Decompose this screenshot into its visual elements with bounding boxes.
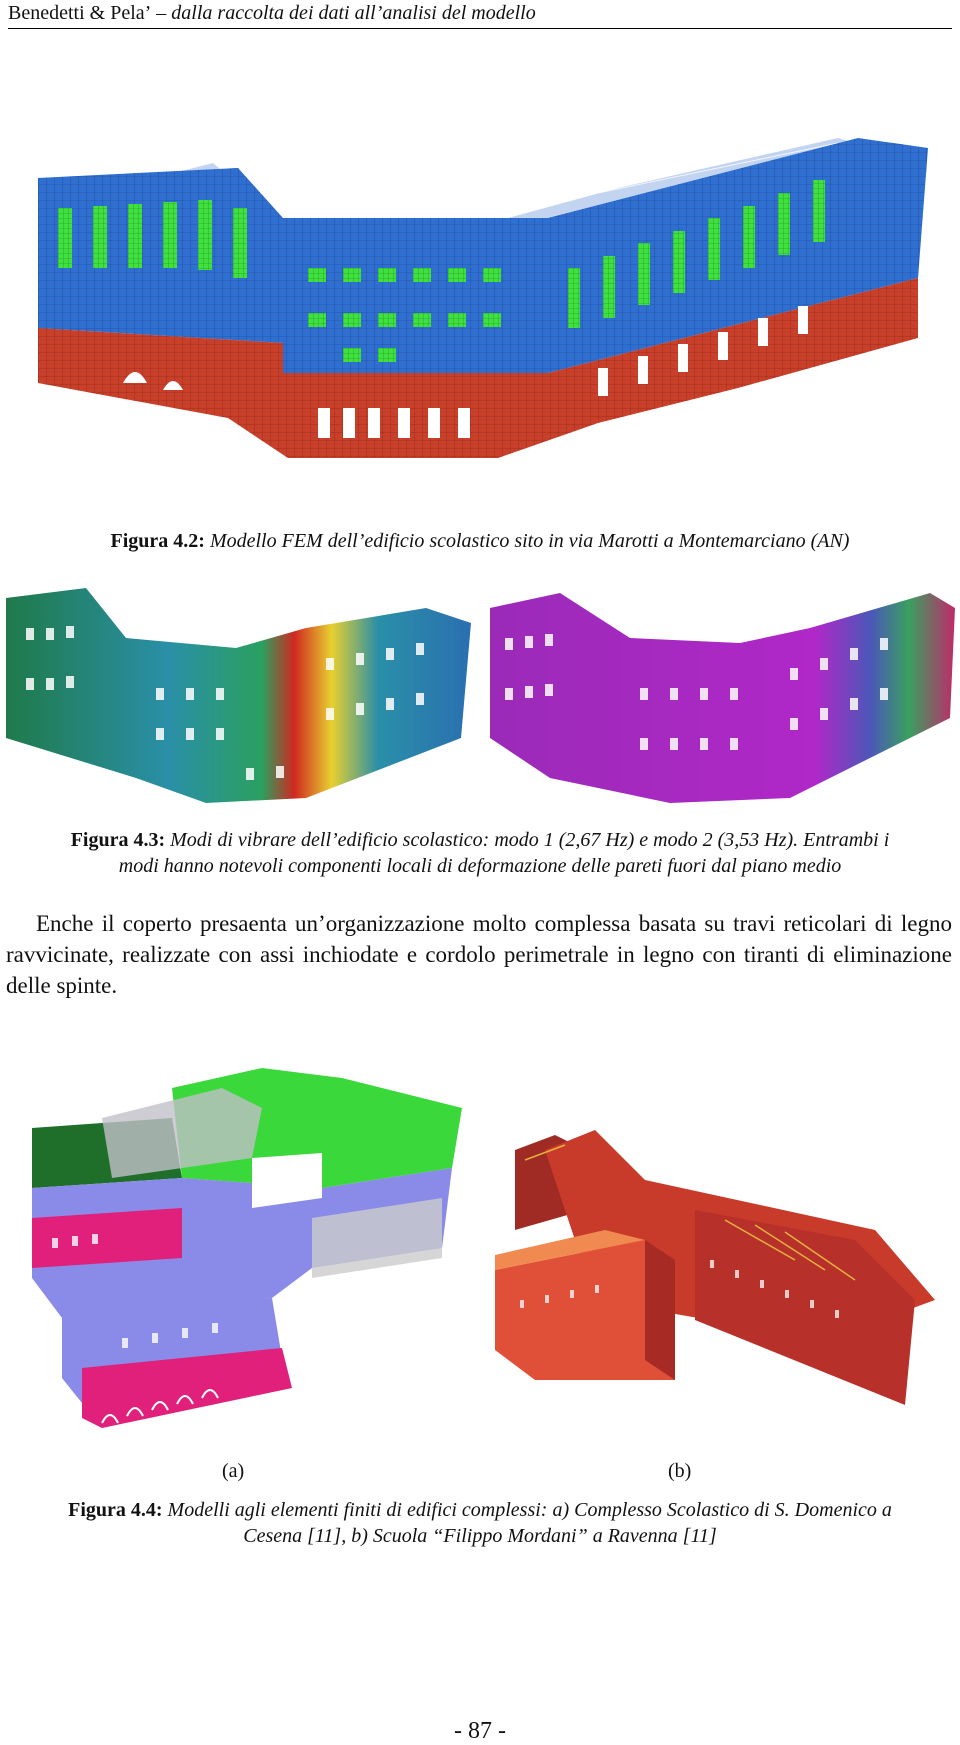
figure-4-3-text-line1: Modi di vibrare dell’edificio scolastico: modo 1 (2,67 Hz) e modo 2 (3,53 Hz). Entrambi i [170, 829, 890, 851]
figure-4-2-label: Figura 4.2: [110, 530, 205, 552]
figure-4-4-caption [0, 1497, 960, 1549]
figure-4-4-text-line1: Modelli agli elementi finiti di edifici complessi: a) Complesso Scolastico di S. Domenico a [167, 1499, 892, 1521]
figure-4-3-caption [0, 827, 960, 879]
header-title: dalla raccolta dei dati all’analisi del modello [171, 2, 536, 24]
header-dash: – [151, 2, 172, 24]
figure-4-2-fem-model [38, 128, 928, 518]
running-header [8, 0, 952, 29]
header-authors: Benedetti & Pela’ [8, 2, 152, 24]
figure-4-3-mode-1 [6, 588, 476, 808]
figure-4-3-mode-2 [490, 588, 955, 808]
figure-4-4a-sublabel: (a) [222, 1460, 245, 1482]
figure-4-4-text-line2: Cesena [11], b) Scuola “Filippo Mordani” a Ravenna [11] [243, 1525, 717, 1547]
figure-4-4b-ravenna-model [495, 1120, 935, 1440]
figure-4-2-text: Modello FEM dell’edificio scolastico sito in via Marotti a Montemarciano (AN) [209, 530, 850, 552]
figure-4-3-label: Figura 4.3: [70, 829, 166, 851]
figure-4-2-caption [0, 528, 960, 554]
figure-4-4-label: Figura 4.4: [68, 1499, 163, 1521]
figure-4-4b-sublabel: (b) [668, 1460, 692, 1482]
figure-4-3-text-line2: modi hanno notevoli componenti locali di deformazione delle pareti fuori dal piano medio [118, 855, 842, 877]
page-number: - 87 - [454, 1718, 506, 1744]
figure-4-4a-cesena-model [22, 1058, 492, 1443]
body-paragraph: Enche il coperto presaenta un’organizzazione molto complessa basata su travi reticolari di legno ravvicinate, realizzate con assi inchiodate e cordolo perimetrale in legno con tiranti di eliminazione delle spinte. [6, 911, 952, 998]
